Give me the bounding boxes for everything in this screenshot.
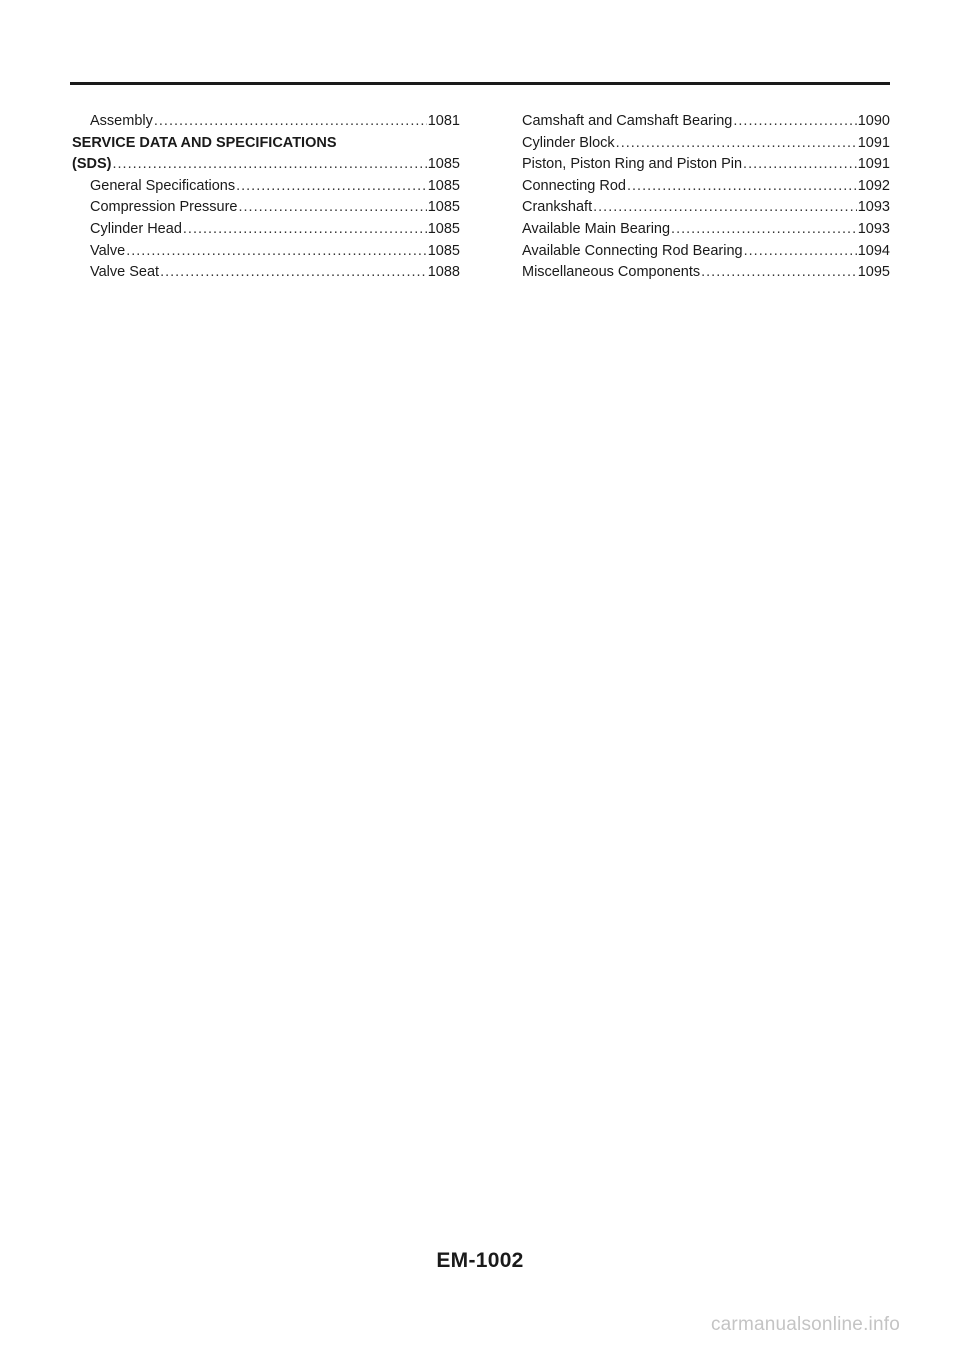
- toc-entry[interactable]: [522, 133, 890, 155]
- dot-leader: [238, 197, 426, 219]
- toc-entry-title: Camshaft and Camshaft Bearing: [522, 113, 733, 129]
- toc-entry-title: Valve Seat: [90, 264, 160, 281]
- dot-leader: [183, 219, 427, 241]
- toc-entry-title: Assembly: [90, 113, 153, 129]
- toc-entry-title: Cylinder Head: [90, 220, 182, 237]
- dot-leader: [236, 176, 427, 198]
- toc-entry-title: Connecting Rod: [522, 177, 626, 194]
- dot-leader: [126, 241, 427, 263]
- dot-leader: [744, 241, 857, 263]
- toc-entry-page: 1093: [857, 220, 890, 237]
- dot-leader: [154, 111, 427, 133]
- dot-leader: [671, 219, 857, 241]
- toc-entry-sds[interactable]: [72, 154, 460, 176]
- toc-entry-title: Compression Pressure: [90, 199, 238, 216]
- toc-entry-assembly[interactable]: [72, 111, 460, 133]
- toc-entry-page: 1093: [857, 199, 890, 216]
- dot-leader: [160, 262, 427, 284]
- toc-entry-page: 1090: [857, 113, 890, 129]
- toc-entry[interactable]: [522, 197, 890, 219]
- watermark-text: carmanualsonline.info: [710, 1314, 900, 1335]
- toc-entry[interactable]: [72, 241, 460, 263]
- toc-right-column: [522, 111, 890, 284]
- toc-entry-page: 1094: [857, 242, 890, 259]
- toc-entry-page: 1092: [857, 177, 890, 194]
- toc-entry-title: Miscellaneous Components: [522, 264, 701, 281]
- dot-leader: [701, 262, 857, 284]
- toc-entry[interactable]: [72, 197, 460, 219]
- dot-leader: [593, 197, 857, 219]
- toc-entry[interactable]: [72, 176, 460, 198]
- dot-leader: [743, 154, 857, 176]
- toc-entry-title: (SDS): [72, 156, 112, 173]
- toc-entry[interactable]: [522, 219, 890, 241]
- toc-entry[interactable]: [522, 176, 890, 198]
- page-number: EM-1002: [436, 1249, 524, 1272]
- toc-entry[interactable]: [72, 262, 460, 284]
- toc-entry-page: 1085: [427, 156, 460, 173]
- toc-entry-title: Available Main Bearing: [522, 220, 671, 237]
- dot-leader: [627, 176, 857, 198]
- header-rule: [70, 82, 890, 85]
- toc-entry-page: 1081: [427, 113, 460, 129]
- toc-entry-title: General Specifications: [90, 177, 236, 194]
- toc-entry-title: Cylinder Block: [522, 134, 615, 151]
- toc-entry-title: Available Connecting Rod Bearing: [522, 242, 743, 259]
- dot-leader: [616, 133, 857, 155]
- toc-entry-page: 1085: [427, 199, 460, 216]
- toc-entry-page: 1091: [857, 156, 890, 173]
- toc-entry-page: 1085: [427, 220, 460, 237]
- toc-section-heading: SERVICE DATA AND SPECIFICATIONS: [72, 134, 337, 151]
- toc-entry-title: Crankshaft: [522, 199, 593, 216]
- toc-entry-title: Piston, Piston Ring and Piston Pin: [522, 156, 743, 173]
- toc-entry[interactable]: [522, 262, 890, 284]
- toc-entry-page: 1088: [427, 264, 460, 281]
- toc-entry[interactable]: [72, 219, 460, 241]
- toc-entry[interactable]: [522, 111, 890, 133]
- dot-leader: [112, 154, 426, 176]
- toc-entry-page: 1095: [857, 264, 890, 281]
- toc-entry-title: Valve: [90, 242, 126, 259]
- toc-entry-page: 1091: [857, 134, 890, 151]
- toc-entry[interactable]: [522, 241, 890, 263]
- toc-entry-page: 1085: [427, 177, 460, 194]
- dot-leader: [733, 111, 856, 133]
- toc-entry-page: 1085: [427, 242, 460, 259]
- toc-entry[interactable]: [522, 154, 890, 176]
- toc-left-column: [72, 111, 460, 284]
